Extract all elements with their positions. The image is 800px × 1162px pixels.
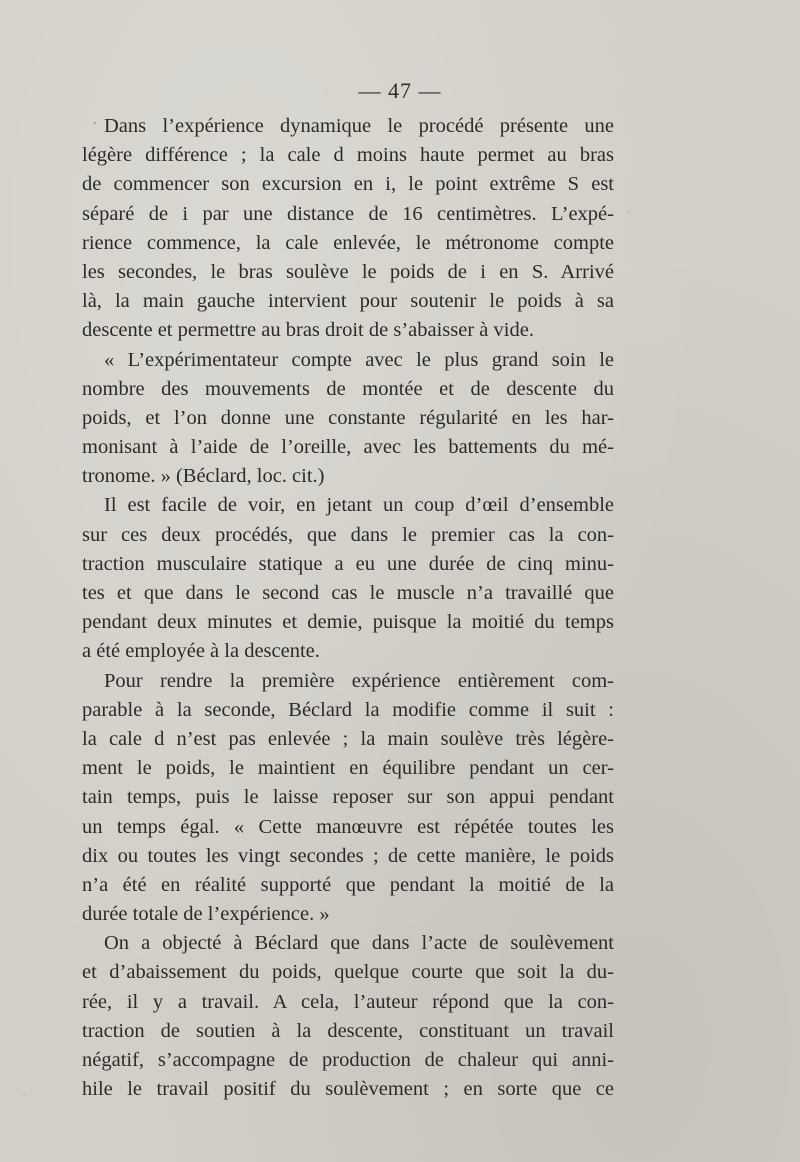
text-line: tain temps, puis le laisse reposer sur son appui pendant: [82, 786, 614, 809]
text-line: Il est facile de voir, en jetant un coup d’œil d’ensemble: [104, 494, 614, 517]
text-line: traction de soutien à la descente, constituant un travail: [82, 1019, 614, 1042]
text-line: légère différence ; la cale d moins haute permet au bras: [82, 144, 614, 167]
text-line: Dans l’expérience dynamique le procédé présente une: [104, 115, 614, 137]
text-line: les secondes, le bras soulève le poids de i en S. Arrivé: [82, 260, 614, 283]
text-line: ment le poids, le maintient en équilibre pendant un cer-: [82, 757, 614, 780]
text-line: pendant deux minutes et demie, puisque la moitié du temps: [82, 611, 614, 634]
text-line: rée, il y a travail. A cela, l’auteur répond que la con-: [82, 990, 614, 1013]
body-text: [82, 112, 614, 1104]
text-line: dix ou toutes les vingt secondes ; de cette manière, le poids: [82, 844, 614, 867]
text-line: la cale d n’est pas enlevée ; la main soulève très légère-: [82, 727, 614, 750]
text-line: tronome. » (Béclard, loc. cit.): [82, 465, 325, 488]
text-line: descente et permettre au bras droit de s’abaisser à vide.: [82, 319, 534, 342]
text-line: poids, et l’on donne une constante régularité en les har-: [82, 406, 614, 429]
text-line: et d’abaissement du poids, quelque courte que soit la du-: [82, 961, 614, 984]
text-line: sur ces deux procédés, que dans le premier cas la con-: [82, 523, 614, 546]
text-line: durée totale de l’expérience. »: [82, 903, 330, 926]
text-line: On a objecté à Béclard que dans l’acte de soulèvement: [104, 932, 614, 955]
text-line: tes et que dans le second cas le muscle n’a travaillé que: [82, 582, 614, 604]
text-line: parable à la seconde, Béclard la modifie comme il suit :: [82, 698, 614, 721]
text-line: a été employée à la descente.: [82, 640, 320, 663]
text-line: un temps égal. « Cette manœuvre est répétée toutes les: [82, 815, 614, 838]
paper-speck: [627, 211, 629, 213]
text-line: « L’expérimentateur compte avec le plus grand soin le: [104, 348, 614, 371]
text-line: n’a été en réalité supporté que pendant la moitié de la: [82, 873, 614, 896]
text-line: là, la main gauche intervient pour soutenir le poids à sa: [82, 290, 614, 313]
text-line: rience commence, la cale enlevée, le métronome compte: [82, 231, 614, 254]
text-line: monisant à l’aide de l’oreille, avec les battements du mé-: [82, 436, 614, 459]
page-number: — 47 —: [358, 78, 442, 103]
text-line: de commencer son excursion en i, le point extrême S est: [82, 173, 614, 196]
text-line: traction musculaire statique a eu une durée de cinq minu-: [82, 552, 614, 575]
text-line: négatif, s’accompagne de production de chaleur qui anni-: [82, 1049, 614, 1071]
paper-speck: [23, 1094, 25, 1096]
text-line: Pour rendre la première expérience entièrement com-: [104, 669, 614, 692]
text-line: séparé de i par une distance de 16 centimètres. L’expé-: [82, 202, 614, 225]
text-line: nombre des mouvements de montée et de descente du: [82, 377, 614, 400]
text-line: hile le travail positif du soulèvement ; en sorte que ce: [82, 1078, 614, 1101]
